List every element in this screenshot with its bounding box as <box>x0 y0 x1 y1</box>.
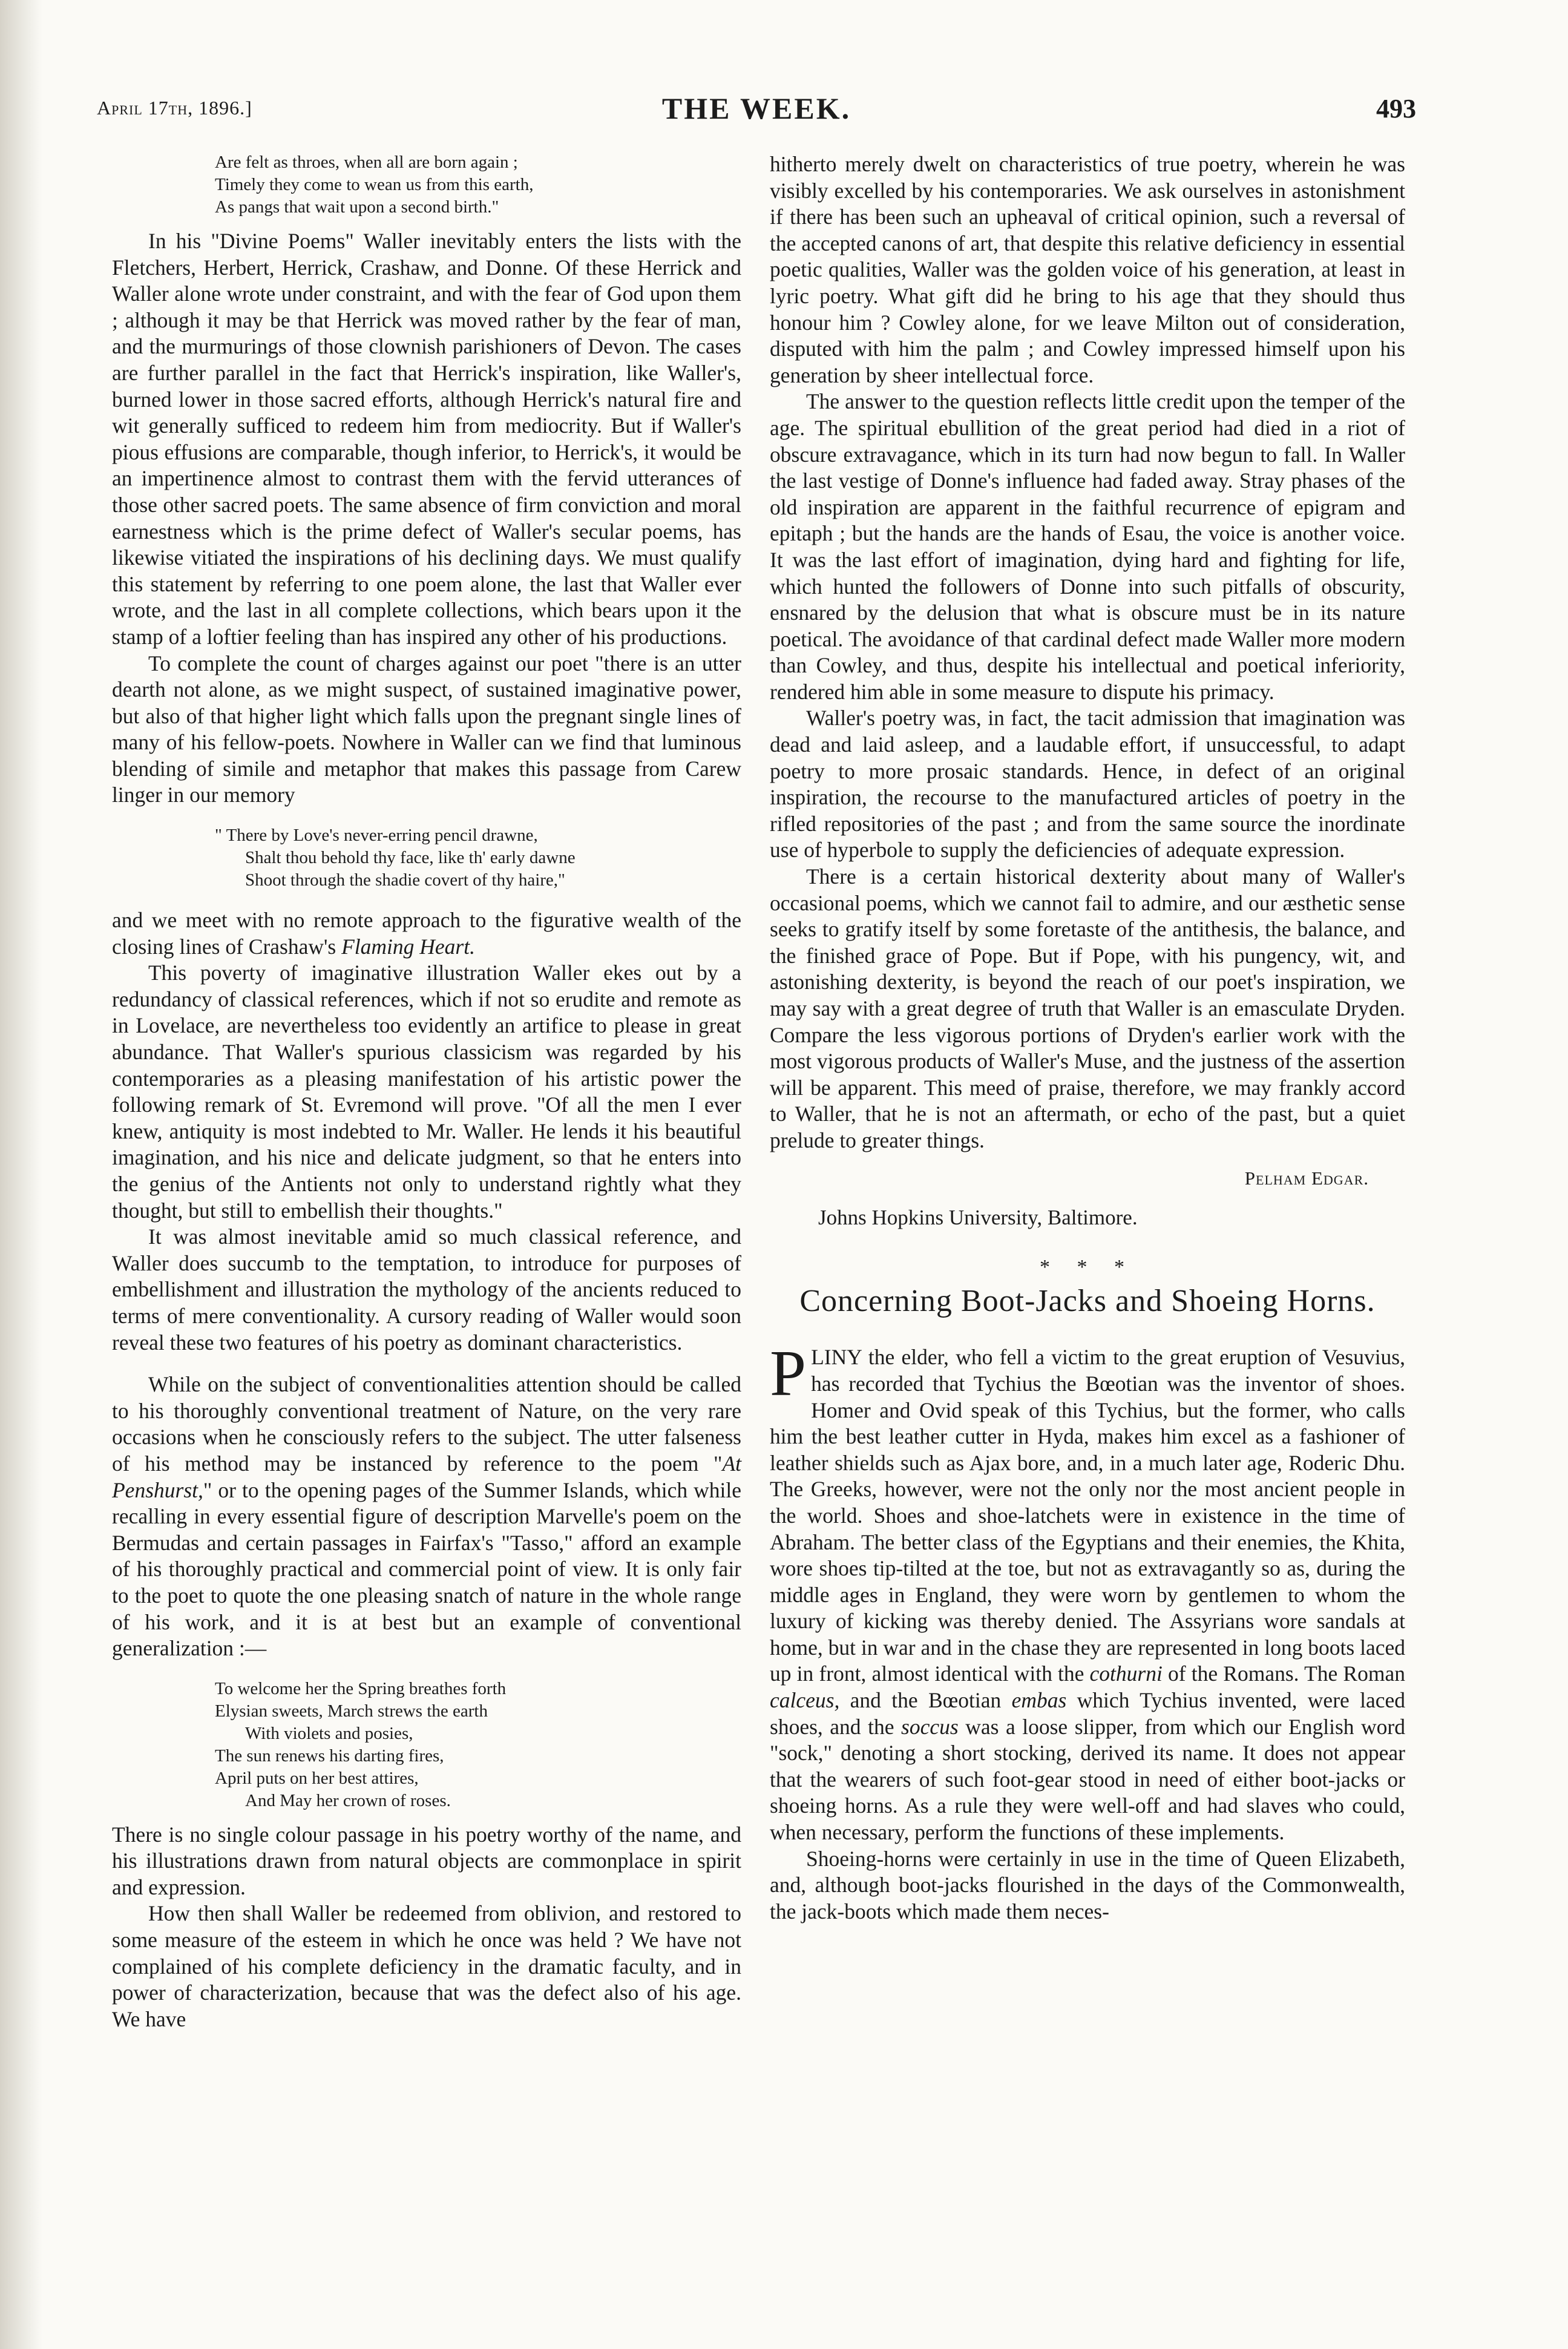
publication-title: THE WEEK. <box>661 91 851 125</box>
verse-line: Shoot through the shadie covert of thy haire," <box>245 870 565 890</box>
article-title: Concerning Boot-Jacks and Shoeing Horns. <box>799 1284 1376 1319</box>
page-header <box>97 91 1416 133</box>
paragraph-text: which Tychius invented, were laced shoes, and the <box>770 1688 1405 1739</box>
paragraph: How then shall Waller be redeemed from oblivion, and restored to some measure of the esteem in which he once was held ? We have not complained of his complete deficiency in the dramatic faculty, and in power of characterization, because that was the defect also of his age. We have <box>112 1901 741 2031</box>
verse-line: Are felt as throes, when all are born again ; <box>215 153 518 172</box>
verse-line: And May her crown of roses. <box>245 1790 451 1810</box>
italic-title: At Penshurst, <box>112 1451 741 1502</box>
paragraph <box>770 1338 1406 1845</box>
verse-quote-2 <box>215 824 741 892</box>
author-affiliation: Johns Hopkins University, Baltimore. <box>818 1206 1138 1230</box>
drop-cap: P <box>770 1338 807 1410</box>
paragraph: hitherto merely dwelt on characteristics of true poetry, wherein he was visibly excelled by his contemporaries. We ask ourselves in astonishment if there has been such an upheaval of critical opinion, such a reversal of the accepted canons of art, that despite this relative deficiency in essential poetic qualities, Waller was the golden voice of his generation, at least in lyric poetry. What gift did he bring to his age that they should thus honour him ? Cowley alone, for we leave Milton out of consideration, disputed with him the palm ; and Cowley impressed himself upon his generation by sheer intellectual force. <box>770 152 1405 387</box>
paragraph: This poverty of imaginative illustration Waller ekes out by a redundancy of classical references, which if not so erudite and remote as in Lovelace, are nevertheless too evidently an artifice to please in great abundance. That Waller's spurious classicism was regarded by his contemporaries as a pleasing manifestation of his artistic power the following remark of St. Evremond will prove. "Of all the men I ever knew, antiquity is most indebted to Mr. Waller. He lends it his beautiful imagination, and his nice and delicate judgment, so that he enters into the genius of the Antients not only to understand rightly what they thought, but still to embellish their thoughts." <box>112 961 741 1223</box>
verse-line: The sun renews his darting fires, <box>215 1746 444 1766</box>
paragraph: It was almost inevitable amid so much classical reference, and Waller does succumb to the temptation, to introduce for purposes of embellishment and illustration the mythology of the ancients reduced to terms of mere conventionality. A cursory reading of Waller would soon reveal these two features of his poetry as dominant characteristics. <box>112 1224 741 1355</box>
paragraph: In his "Divine Poems" Waller inevitably enters the lists with the Fletchers, Herbert, Herrick, Crashaw, and Donne. Of these Herrick and Waller alone wrote under constraint, and with the fear of God upon them ; although it may be that Herrick was moved rather by the fear of man, and the murmurings of those clownish parishioners of Devon. The cases are further parallel in the fact that Herrick's inspiration, like Waller's, burned lower in those sacred efforts, although Herrick's natural fire and wit generally sufficed to redeem him from mediocrity. But if Waller's pious effusions are comparable, though inferior, to Herrick's, it would be an impertinence almost to contrast them with the fervid utterances of those other sacred poets. The same absence of firm conviction and moral earnestness which is the prime defect of Waller's secular poems, has likewise vitiated the inspirations of his declining days. We must qualify this statement by referring to one poem alone, the last that Waller ever wrote, and the last in all complete collections, which bears upon it the stamp of a loftier feeling than has inspired any other of his productions. <box>112 229 741 649</box>
verse-quote-1 <box>215 151 741 218</box>
paragraph-text: was a loose slipper, from which our English word "sock," denoting a short stocking, derived its name. It does not appear that the wearers of such foot-gear stood in need of either boot-jacks or shoeing horns. As a rule they were well-off and had slaves who could, when necessary, perform the functions of these implements. <box>770 1714 1406 1845</box>
author-signature: Pelham Edgar. <box>1244 1167 1369 1189</box>
section-separator: * * * <box>1040 1255 1135 1278</box>
paragraph <box>112 907 741 960</box>
right-column <box>770 151 1405 1925</box>
verse-line: Elysian sweets, March strews the earth <box>215 1701 488 1721</box>
paragraph-text: " or to the opening pages of the Summer Islands, which while recalling in every essential figure of description Marvelle's poem on the Bermudas and certain passages in Fairfax's "Tasso," afford an example of his thoroughly practical and commercial point of view. It is only fair to the poet to quote the one pleasing snatch of nature in the whole range of his work, and it is at best but an example of conventional generalization :— <box>112 1477 741 1661</box>
paragraph: Waller's poetry was, in fact, the tacit admission that imagination was dead and laid asleep, and a laudable effort, if unsuccessful, to adapt poetry to more prosaic standards. Hence, in defect of an original inspiration, the recourse to the manufactured articles of poetry in the rifled repositories of the past ; and from the same source the inordinate use of hyperbole to supply the deficiencies of adequate expression. <box>770 706 1405 862</box>
paragraph: To complete the count of charges against our poet "there is an utter dearth not alone, as we might suspect, of sustained imaginative power, but also of that higher light which falls upon the pregnant single lines of many of his fellow-poets. Nowhere in Waller can we find that luminous blending of simile and metaphor that makes this passage from Carew linger in our memory <box>112 651 741 807</box>
paragraph-text: LINY the elder, who fell a victim to the great eruption of Vesuvius, has recorded that Tychius the Bœotian was the inventor of shoes. Homer and Ovid speak of this Tychius, but the former, who calls him the best leather cutter in Hyda, makes him excel as a fashioner of leather shields such as Ajax bore, and, in a much later age, Roderic Dhu. The Greeks, however, were not the only nor the most ancient people in the world. Shoes and shoe-latchets were in existence in the time of Abraham. The better class of the Egyptians and their enemies, the Khita, wore shoes tip-tilted at the toe, but not as extravagantly so as, during the middle ages in England, they were worn by gentlemen to whom the luxury of kicking was thereby denied. The Assyrians wore sandals at home, but in war and in the chase they are represented in long boots laced up in front, almost identical with the <box>770 1345 1405 1686</box>
verse-line: Timely they come to wean us from this earth, <box>215 175 534 194</box>
verse-quote-3 <box>215 1678 741 1812</box>
issue-date: April 17th, 1896.] <box>97 97 252 119</box>
italic-word: soccus <box>901 1714 959 1739</box>
paragraph: There is a certain historical dexterity about many of Waller's occasional poems, which we cannot fail to admire, and our æsthetic sense seeks to gratify itself by some foretaste of the antithesis, the balance, and the finished grace of Pope. But if Pope, with his pungency, wit, and astonishing dexterity, is beyond the reach of our poet's inspiration, we may say with a great degree of truth that Waller is an emasculate Dryden. Compare the less vigorous portions of Dryden's earlier work with the most vigorous products of Waller's Muse, and the justness of the assertion will be apparent. This meed of praise, therefore, we may frankly accord to Waller, that he is not an aftermath, or echo of the past, but a quiet prelude to greater things. <box>770 864 1405 1152</box>
verse-line: " There by Love's never-erring pencil drawne, <box>215 826 538 846</box>
paragraph: Shoeing-horns were certainly in use in the time of Queen Elizabeth, and, although boot-jacks flourished in the days of the Commonwealth, the jack-boots which made them neces- <box>770 1846 1405 1924</box>
left-column <box>112 151 741 2032</box>
paragraph-text: of the Romans. The Roman <box>1162 1661 1405 1686</box>
italic-word: cothurni <box>1089 1661 1163 1686</box>
page-number: 493 <box>1376 94 1416 123</box>
paragraph <box>112 1372 741 1662</box>
binding-gutter <box>0 0 42 2349</box>
verse-line: April puts on her best attires, <box>215 1768 419 1788</box>
paragraph-text: and the Bœotian <box>839 1688 1012 1713</box>
italic-title: Flaming Heart. <box>341 934 475 959</box>
verse-line: Shalt thou behold thy face, like th' early dawne <box>245 848 576 868</box>
verse-line: As pangs that wait upon a second birth." <box>215 197 499 217</box>
italic-word: embas <box>1011 1688 1067 1713</box>
verse-line: With violets and posies, <box>245 1723 413 1743</box>
paragraph: The answer to the question reflects little credit upon the temper of the age. The spiritual ebullition of the great period had died in a riot of obscure extravagance, which in its turn had now begun to fall. In Waller the last vestige of Donne's influence had faded away. Stray phases of the old inspiration are apparent in the faithful recurrence of epigram and epitaph ; but the hands are the hands of Esau, the voice is another voice. It was the last effort of imagination, dying hard and fighting for life, which hunted the followers of Donne into such pitfalls of obscurity, ensnared by the delusion that what is obscure must be in its nature poetical. The avoidance of that cardinal defect made Waller more modern than Cowley, and thus, despite his intellectual and poetical inferiority, rendered him able in some measure to dispute his primacy. <box>770 389 1405 704</box>
verse-line: To welcome her the Spring breathes forth <box>215 1678 507 1698</box>
paragraph: There is no single colour passage in his poetry worthy of the name, and his illustrations drawn from natural objects are commonplace in spirit and expression. <box>112 1822 741 1899</box>
paragraph-text: and we meet with no remote approach to the figurative wealth of the closing lines of Crashaw's <box>112 908 741 959</box>
italic-word: calceus, <box>770 1688 840 1713</box>
paragraph-text: While on the subject of conventionalities attention should be called to his thoroughly conventional treatment of Nature, on the very rare occasions when he consciously refers to the subject. The utter falseness of his method may be instanced by reference to the poem " <box>112 1372 741 1476</box>
